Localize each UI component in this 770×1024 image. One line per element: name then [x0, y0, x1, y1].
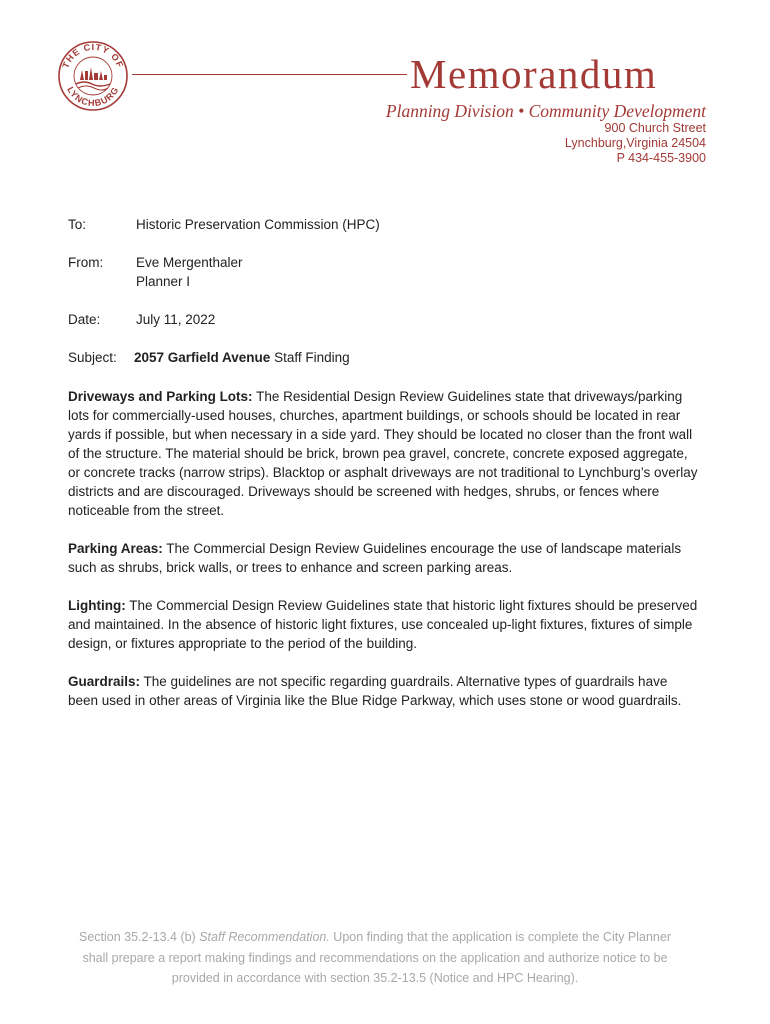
section-heading: Lighting: [68, 598, 126, 613]
date-label: Date: [68, 312, 101, 327]
section-text: The guidelines are not specific regarding guardrails. Alternative types of guardrails have been used in other areas of Virginia like the Blue Ridge Parkway, which uses stone or wood guardrails. [68, 674, 682, 708]
seal-text-bottom: LYNCHBURG [65, 84, 121, 109]
svg-text:THE CITY OF [60, 42, 125, 70]
memo-title: Memorandum [410, 51, 658, 97]
footer-line1-rest: Upon finding that the application is complete the City Planner [329, 930, 672, 944]
subject-address: 2057 Garfield Avenue [134, 350, 271, 365]
to-label: To: [68, 217, 87, 232]
subject-label: Subject: [68, 350, 117, 365]
section-text: The Commercial Design Review Guidelines encourage the use of landscape materials such as shrubs, brick walls, or trees to enhance and screen parking areas. [68, 541, 682, 575]
city-seal-logo [58, 40, 128, 112]
subject-rest: Staff Finding [270, 350, 350, 365]
address-city: Lynchburg,Virginia 24504 [564, 136, 706, 150]
section-heading: Parking Areas: [68, 541, 163, 556]
footer-note [62, 927, 688, 989]
subject-value [134, 348, 350, 367]
footer-italic: Staff Recommendation. [199, 930, 330, 944]
seal-text-top: THE CITY OF [60, 41, 126, 70]
address-phone: P 434-455-3900 [616, 151, 706, 165]
section-guardrails [68, 672, 700, 710]
footer-prefix: Section 35.2-13.4 (b) [78, 930, 200, 944]
address-block [565, 121, 706, 166]
header-rule [132, 74, 407, 75]
footer-line-1 [62, 927, 688, 948]
section-heading: Guardrails: [68, 674, 141, 689]
section-text: The Commercial Design Review Guidelines state that historic light fixtures should be preserved and maintained. In the absence of historic light fixtures, use concealed up-light fixtures, fixtures of simple design, or fixtures appropriate to the period of the building. [68, 598, 698, 651]
section-lighting [68, 596, 700, 653]
section-text: The Residential Design Review Guidelines state that driveways/parking lots for commercially-used houses, churches, apartment buildings, or schools should be located in rear yards if possible, but when necessary in a side yard. They should be located no closer than the front wall of the structure. The material should be brick, brown pea gravel, concrete, concrete exposed aggregate, or concrete tracks (narrow strips). Blacktop or asphalt driveways are not traditional to Lynchburg’s overlay districts and are discouraged. Driveways should be screened with hedges, shrubs, or fences where noticeable from the street. [68, 389, 698, 518]
to-value: Historic Preservation Commission (HPC) [136, 217, 380, 232]
section-parking-areas [68, 539, 700, 577]
section-driveways [68, 387, 700, 520]
from-label: From: [68, 255, 104, 270]
section-heading: Driveways and Parking Lots: [68, 389, 253, 404]
memo-subtitle: Planning Division • Community Development [385, 101, 706, 121]
memo-body [68, 387, 700, 729]
address-street: 900 Church Street [604, 121, 706, 135]
date-value: July 11, 2022 [136, 312, 216, 327]
from-name: Eve Mergenthaler [136, 255, 243, 270]
footer-line-3: provided in accordance with section 35.2-13.5 (Notice and HPC Hearing). [171, 971, 579, 985]
footer-line-2: shall prepare a report making findings and recommendations on the application and authorize notice to be [82, 950, 668, 965]
from-title: Planner I [136, 274, 191, 289]
